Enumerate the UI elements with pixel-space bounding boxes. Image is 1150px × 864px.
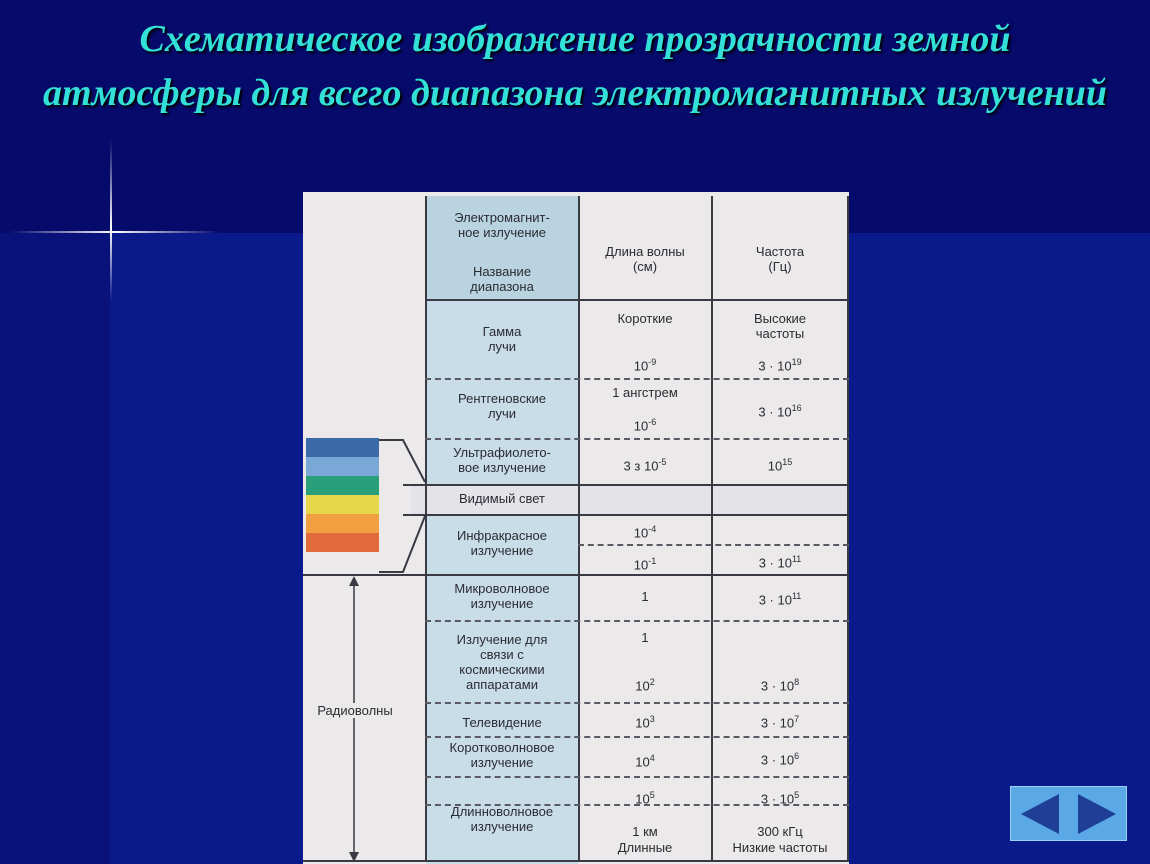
spectrum-funnel [379, 436, 427, 576]
table-rule [425, 776, 849, 778]
table-rule [425, 736, 849, 738]
frequency-value: $10^{15}$ [767, 457, 793, 474]
spectrum-swatch [306, 514, 379, 533]
header-line: (Гц) [768, 259, 792, 274]
row-name-xray: Рентгеновские лучи [458, 391, 546, 421]
table-rule [425, 620, 849, 622]
wavelength-value: 1 км [632, 824, 658, 839]
table-rule [425, 438, 849, 440]
frequency-value: $3 \cdot 10^{19}$ [758, 357, 802, 374]
wavelength-value: 1 [641, 589, 649, 604]
frequency-value: $3 \cdot 10^8$ [760, 677, 800, 694]
table-rule [425, 299, 849, 301]
arrow-left-icon[interactable] [1021, 794, 1059, 834]
spectrum-swatch [306, 533, 379, 552]
frequency-value: $3 \cdot 10^7$ [760, 714, 800, 731]
arrow-right-icon[interactable] [1078, 794, 1116, 834]
row-name-gamma: Гамма лучи [482, 324, 522, 354]
wavelength-value: 1 ангстрем [612, 385, 678, 400]
header-line: (см) [632, 259, 658, 274]
frequency-value: $3 \cdot 10^5$ [760, 790, 800, 807]
wavelength-value: $10^5$ [635, 790, 655, 807]
frequency-value: $3 \cdot 10^6$ [760, 751, 800, 768]
slide-navigation [1010, 786, 1127, 841]
header-wavelength [580, 244, 710, 274]
row-name-microwave: Микроволновое излучение [454, 581, 550, 611]
slide-title: Схематическое изображение прозрачности земной атмосферы для всего диапазона электромагнитных излучений [42, 18, 1108, 114]
wavelength-value: $10^{-1}$ [633, 556, 657, 573]
table-rule [403, 514, 849, 516]
wavelength-value: $10^{-4}$ [633, 524, 657, 541]
wavelength-value: 1 [641, 630, 649, 645]
frequency-value: $3 \cdot 10^{16}$ [758, 403, 802, 420]
light-flare-vertical [110, 140, 112, 300]
light-flare-horizontal [10, 231, 220, 233]
table-rule [403, 484, 849, 486]
header-line: Название [472, 264, 532, 279]
header-line: Электромагнит- [454, 210, 550, 225]
header-line: ное излучение [457, 225, 547, 240]
header-line: Частота [755, 244, 805, 259]
radio-range-arrow [347, 576, 361, 862]
header-frequency [713, 244, 847, 274]
frequency-value: $3 \cdot 10^{11}$ [758, 554, 802, 571]
row-name-tv: Телевидение [462, 715, 542, 730]
row-name-uv: Ультрафиолето- вое излучение [453, 445, 551, 475]
wavelength-value: $10^3$ [635, 714, 655, 731]
frequency-value: 300 кГц [757, 824, 803, 839]
spectrum-swatch [306, 495, 379, 514]
table-rule [847, 196, 849, 862]
wavelength-value: $10^{-9}$ [633, 357, 657, 374]
row-name-space-comm: Излучение для связи с космическими аппаратами [456, 632, 548, 692]
wavelength-value: $10^{-6}$ [633, 417, 657, 434]
wavelength-value: $10^2$ [635, 677, 655, 694]
row-name-longwave: Длинноволновое излучение [450, 804, 554, 834]
table-rule [578, 544, 849, 546]
wavelength-value: $10^4$ [635, 753, 655, 770]
header-name [427, 210, 577, 294]
table-rule [425, 702, 849, 704]
spectrum-swatch [306, 457, 379, 476]
frequency-low-note: Низкие частоты [732, 840, 828, 855]
row-name-visible: Видимый свет [459, 491, 545, 506]
header-line: диапазона [470, 279, 534, 294]
frequency-value: $3 \cdot 10^{11}$ [758, 591, 802, 608]
spectrum-swatch [306, 438, 379, 457]
frequency-high-note: Высокие частоты [753, 311, 807, 341]
table-rule [425, 378, 849, 380]
spectrum-swatch [306, 476, 379, 495]
radio-waves-label: Радиоволны [305, 703, 405, 718]
background-left-band [0, 233, 110, 864]
wavelength-long-note: Длинные [617, 840, 673, 855]
row-name-infrared: Инфракрасное излучение [457, 528, 547, 558]
spectrum-table-image [303, 192, 849, 864]
row-name-shortwave: Коротковолновое излучение [449, 740, 555, 770]
wavelength-short-note: Короткие [617, 311, 673, 326]
table-rule [303, 860, 849, 862]
wavelength-value: 3 з $10^{-5}$ [623, 457, 667, 474]
header-line: Длина волны [605, 244, 685, 259]
